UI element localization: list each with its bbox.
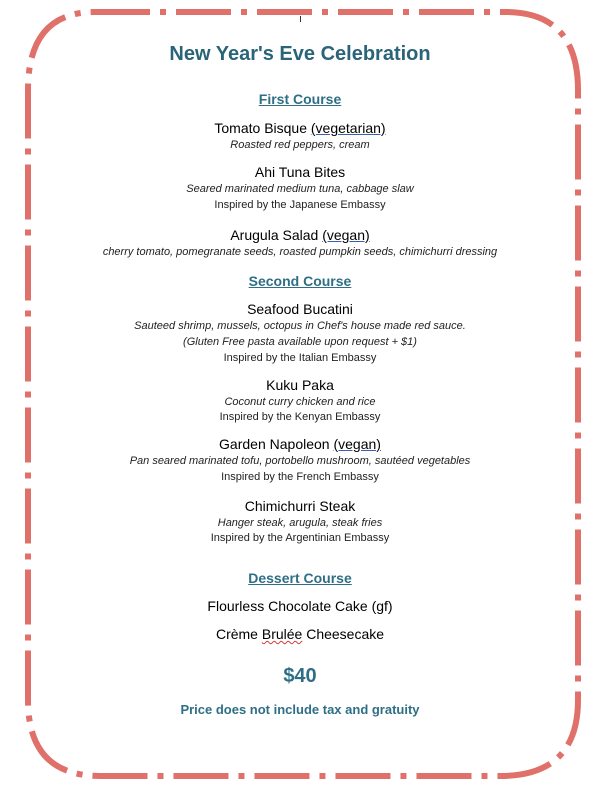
dish-name-part: Crème [215, 626, 262, 642]
dish-name: Arugula Salad [230, 227, 319, 243]
dessert-course-heading: Dessert Course [248, 570, 352, 586]
dish-inspiration: Inspired by the Italian Embassy [223, 352, 377, 364]
dish-arugula-salad [0, 227, 600, 243]
price-note: Price does not include tax and gratuity [180, 702, 420, 717]
menu-price: $40 [283, 665, 317, 687]
dish-description: Pan seared marinated tofu, portobello mushroom, sautéed vegetables [129, 455, 471, 467]
dish-description: Sauteed shrimp, mussels, octopus in Chef's house made red sauce. [134, 320, 466, 332]
dish-description: Seared marinated medium tuna, cabbage slaw [186, 183, 414, 195]
second-course-heading: Second Course [248, 273, 352, 289]
dish-inspiration: Inspired by the Argentinian Embassy [210, 532, 390, 544]
dish-description: Hanger steak, arugula, steak fries [217, 517, 383, 529]
dish-name: Garden Napoleon [219, 436, 330, 452]
dish-chimichurri-steak: Chimichurri Steak [244, 498, 356, 514]
first-course-heading: First Course [258, 91, 342, 107]
dish-inspiration: Inspired by the Japanese Embassy [214, 199, 386, 211]
page-title: New Year's Eve Celebration [169, 43, 431, 65]
dish-ahi-tuna-bites: Ahi Tuna Bites [254, 164, 346, 180]
dish-description-note: (Gluten Free pasta available upon request + $1) [183, 336, 417, 348]
dish-inspiration: Inspired by the Kenyan Embassy [219, 411, 381, 423]
dietary-tag: (vegan) [322, 227, 370, 243]
dish-creme-brulee-cheesecake [0, 626, 600, 642]
dish-description: cherry tomato, pomegranate seeds, roasted pumpkin seeds, chimichurri dressing [102, 246, 498, 258]
dish-name-part: Cheesecake [302, 626, 385, 642]
dish-tomato-bisque [0, 120, 600, 136]
dish-seafood-bucatini: Seafood Bucatini [247, 301, 353, 317]
dish-flourless-chocolate-cake: Flourless Chocolate Cake (gf) [207, 598, 393, 614]
dietary-tag: (vegan) [333, 436, 381, 452]
dish-description: Coconut curry chicken and rice [224, 396, 376, 408]
dish-description: Roasted red peppers, cream [230, 139, 370, 151]
dish-inspiration: Inspired by the French Embassy [221, 471, 379, 483]
spellcheck-word: Brulée [261, 626, 303, 642]
dish-name: Tomato Bisque [214, 120, 307, 136]
dish-kuku-paka: Kuku Paka [266, 377, 334, 393]
dietary-tag: (vegetarian) [310, 120, 386, 136]
dish-garden-napoleon [0, 436, 600, 452]
